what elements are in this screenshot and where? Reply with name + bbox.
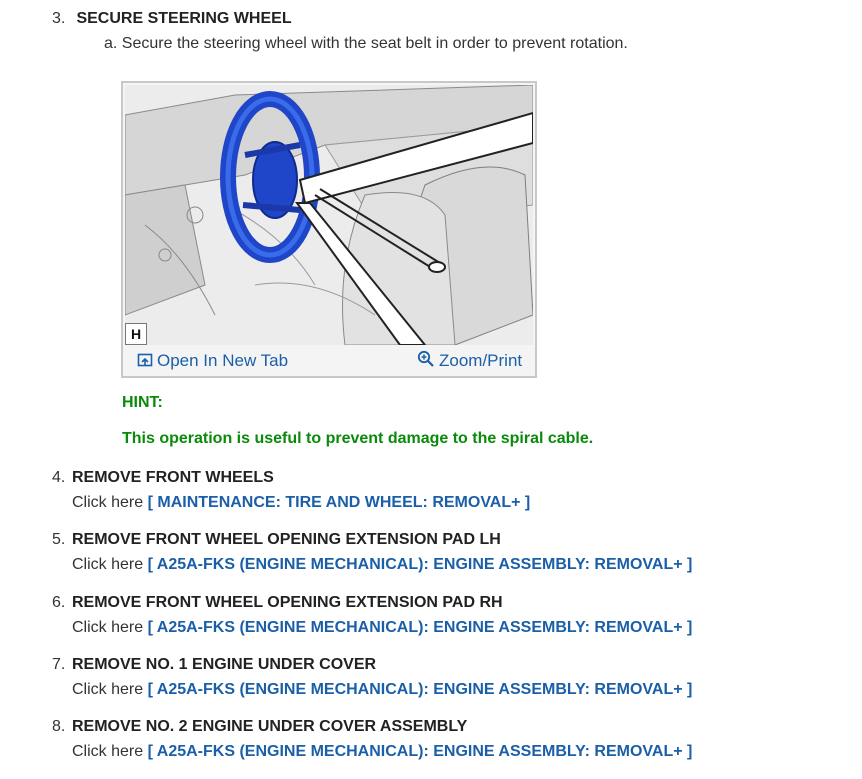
click-here-text: Click here [72, 494, 144, 511]
step-number: 3. [52, 10, 66, 27]
procedure-link[interactable]: [ A25A-FKS (ENGINE MECHANICAL): ENGINE ASSEMBLY: REMOVAL+ ] [147, 619, 693, 636]
step-title: REMOVE NO. 1 ENGINE UNDER COVER [72, 656, 377, 673]
step-4 [52, 467, 852, 514]
step-8 [52, 716, 852, 763]
procedure-link[interactable]: [ A25A-FKS (ENGINE MECHANICAL): ENGINE ASSEMBLY: REMOVAL+ ] [147, 743, 693, 760]
step-title: REMOVE FRONT WHEELS [72, 469, 274, 486]
step-6 [52, 592, 852, 639]
step-number: 4. [52, 469, 66, 486]
procedure-link[interactable]: [ A25A-FKS (ENGINE MECHANICAL): ENGINE ASSEMBLY: REMOVAL+ ] [147, 681, 693, 698]
step-5 [52, 529, 852, 576]
step-7 [52, 654, 852, 701]
zoom-print-button[interactable] [417, 350, 522, 372]
zoom-print-label: Zoom/Print [439, 351, 523, 370]
figure-toolbar [123, 345, 535, 376]
step-number: 8. [52, 718, 66, 735]
hint-label: HINT: [122, 394, 163, 411]
open-new-tab-icon [137, 352, 153, 368]
click-here-text: Click here [72, 743, 144, 760]
click-here-text: Click here [72, 681, 144, 698]
step-title: REMOVE FRONT WHEEL OPENING EXTENSION PAD RH [72, 594, 503, 611]
hint-text: This operation is useful to prevent damage to the spiral cable. [122, 430, 594, 447]
substep-text: Secure the steering wheel with the seat belt in order to prevent rotation. [121, 35, 628, 52]
procedure-link[interactable]: [ A25A-FKS (ENGINE MECHANICAL): ENGINE ASSEMBLY: REMOVAL+ ] [147, 556, 693, 573]
step-title: REMOVE NO. 2 ENGINE UNDER COVER ASSEMBLY [72, 718, 468, 735]
figure-panel [121, 81, 537, 378]
step-number: 7. [52, 656, 66, 673]
step-number: 6. [52, 594, 66, 611]
procedure-link[interactable]: [ MAINTENANCE: TIRE AND WHEEL: REMOVAL+ ] [147, 494, 531, 511]
step-number: 5. [52, 531, 66, 548]
substep-a [104, 33, 852, 55]
open-new-tab-label: Open In New Tab [157, 351, 289, 370]
click-here-text: Click here [72, 619, 144, 636]
zoom-icon [417, 350, 435, 368]
figure-label: H [125, 323, 147, 345]
open-new-tab-button[interactable] [137, 350, 288, 372]
step-3 [52, 8, 852, 55]
step-title: SECURE STEERING WHEEL [76, 10, 292, 27]
click-here-text: Click here [72, 556, 144, 573]
substep-letter: a. [104, 35, 118, 52]
steering-wheel-illustration [125, 85, 533, 345]
step-title: REMOVE FRONT WHEEL OPENING EXTENSION PAD LH [72, 531, 501, 548]
